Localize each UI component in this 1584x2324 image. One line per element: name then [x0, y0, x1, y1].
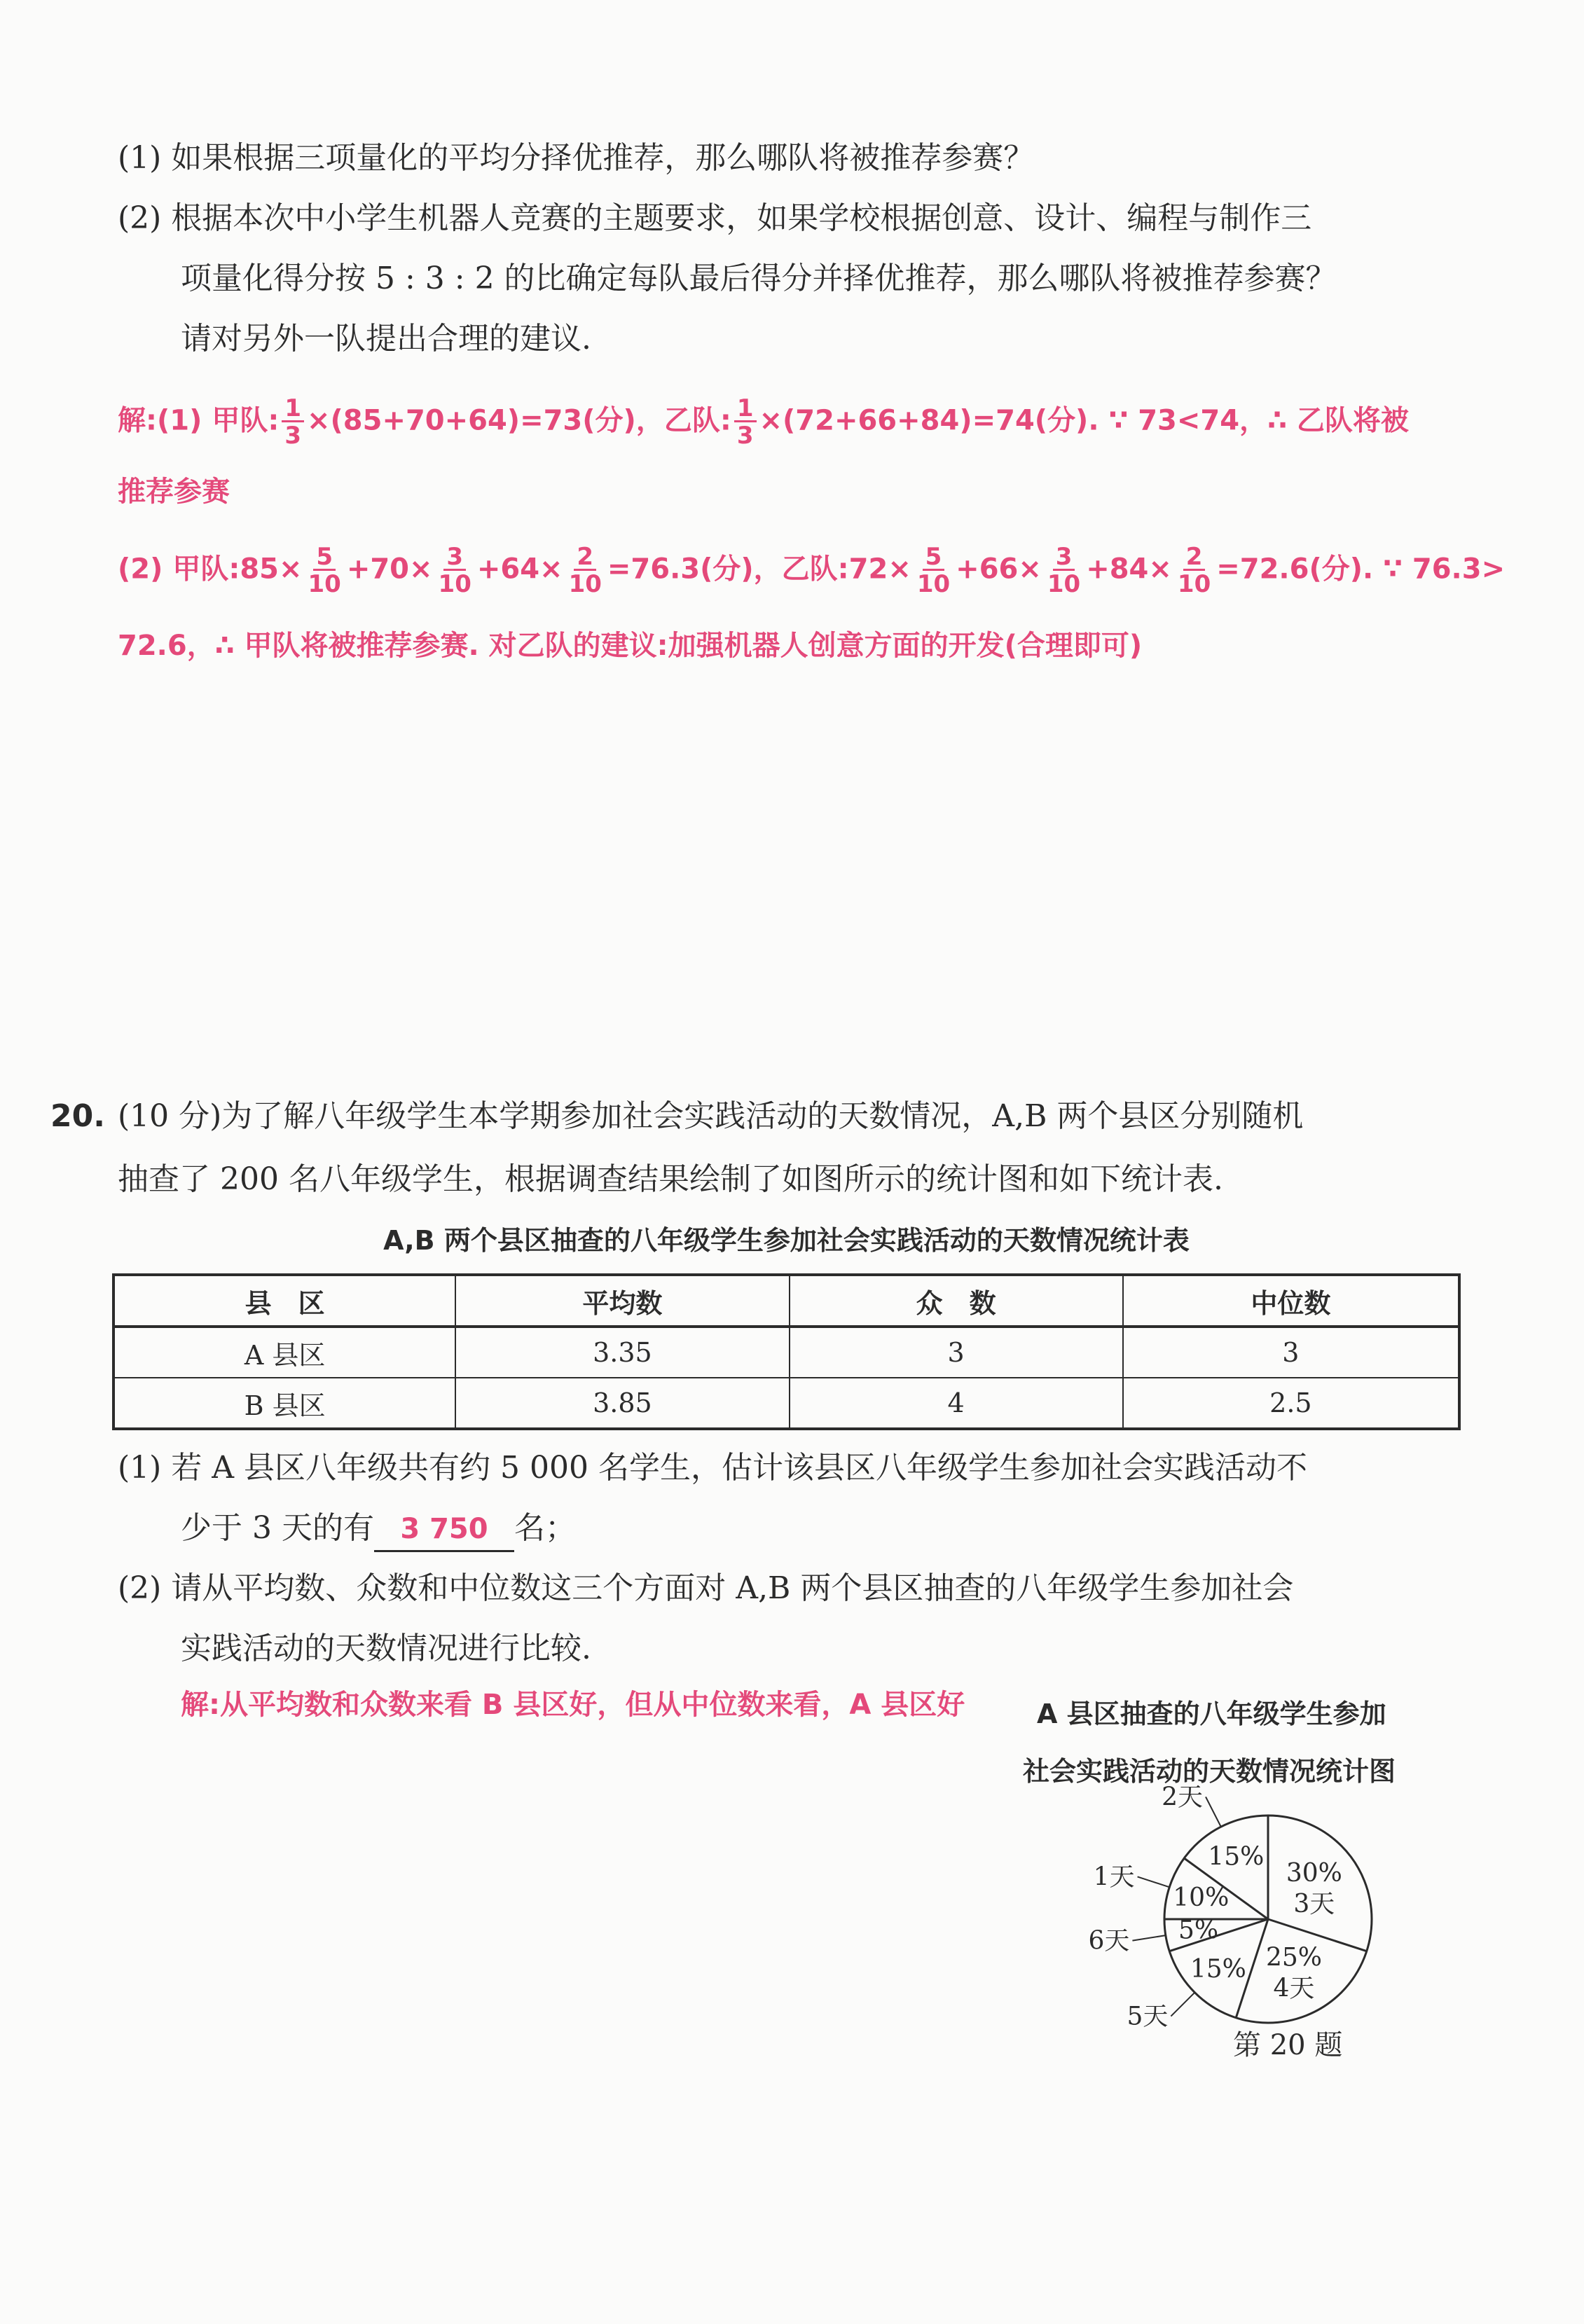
fraction-two-tenths: $\frac{2}{10}$ [568, 543, 602, 598]
q20-intro-line2: 抽查了 200 名八年级学生，根据调查结果绘制了如图所示的统计图和如下统计表. [118, 1161, 1223, 1197]
q20-part1-line2: 少于 3 天的有 3 750 名； [181, 1507, 576, 1552]
fraction-five-tenths: $\frac{5}{10}$ [916, 543, 951, 598]
q20-part2-line1: (2) 请从平均数、众数和中位数这三个方面对 A,B 两个县区抽查的八年级学生参加社会 [118, 1570, 1294, 1606]
figure-label: 第 20 题 [1233, 2029, 1343, 2061]
chart-caption-line1: A 县区抽查的八年级学生参加 [1037, 1699, 1386, 1729]
q19-solution-2-cont: 72.6，∴ 甲队将被推荐参赛. 对乙队的建议:加强机器人创意方面的开发(合理即可) [118, 630, 1143, 662]
table-cell: B 县区 [113, 1378, 455, 1429]
pie-percent-label: 30% [1286, 1859, 1342, 1888]
fraction-two-tenths: $\frac{2}{10}$ [1177, 543, 1211, 598]
q19-solution-1-cont: 推荐参赛 [118, 476, 230, 508]
q20-number: 20. [50, 1098, 105, 1134]
fraction-three-tenths: $\frac{3}{10}$ [1047, 543, 1081, 598]
pie-category-label: 1天 [1093, 1862, 1135, 1892]
pie-leader-line [1138, 1876, 1170, 1887]
q19-part2-line1: (2) 根据本次中小学生机器人竞赛的主题要求，如果学校根据创意、设计、编程与制作三 [118, 200, 1312, 236]
fraction-three-tenths: $\frac{3}{10}$ [438, 543, 471, 598]
q19-solution-2: (2) 甲队:85× $\frac{5}{10}$ +70× $\frac{3}{10}$ +64× $\frac{2}{10}$ =76.3(分)，乙队:72× $\frac{5}{10}$ +66× $\frac{3}{10}$ +84× $\frac{2}{10}$ =72.6(分). ∵ 76.3> [118, 543, 1506, 598]
pie-percent-label: 5% [1178, 1916, 1219, 1945]
pie-category-label: 2天 [1162, 1783, 1204, 1812]
pie-leader-line [1171, 1993, 1194, 2017]
pie-percent-label: 15% [1190, 1955, 1246, 1984]
table-cell: 3.35 [455, 1327, 789, 1378]
table-cell: 4 [790, 1378, 1123, 1429]
pie-leader-line [1206, 1797, 1221, 1827]
table-cell: 2.5 [1123, 1378, 1459, 1429]
q19-part2-line3: 请对另外一队提出合理的建议. [181, 321, 591, 357]
table-cell: 3 [1123, 1327, 1459, 1378]
table-title: A,B 两个县区抽查的八年级学生参加社会实践活动的天数情况统计表 [383, 1225, 1190, 1256]
table-row [113, 1378, 1459, 1429]
pie-category-label: 3天 [1293, 1890, 1335, 1919]
q19-solution-1 [118, 396, 1409, 448]
table-cell: 3.85 [455, 1378, 789, 1429]
table-header: 平均数 [455, 1275, 789, 1327]
answer-blank [374, 1507, 514, 1552]
q20-part1-line1: (1) 若 A 县区八年级共有约 5 000 名学生，估计该县区八年级学生参加社会实践活动不 [118, 1450, 1307, 1486]
q20-part2-line2: 实践活动的天数情况进行比较. [181, 1631, 591, 1666]
q20-intro-line1: (10 分)为了解八年级学生本学期参加社会实践活动的天数情况，A,B 两个县区分别随机 [118, 1098, 1304, 1134]
pie-leader-line [1132, 1935, 1165, 1941]
pie-category-label: 5天 [1127, 2002, 1169, 2031]
q19-part2-line2: 项量化得分按 5 : 3 : 2 的比确定每队最后得分并择优推荐，那么哪队将被推荐参赛？ [181, 261, 1337, 296]
q19-sol1-text-c: ×(72+66+84)=74(分). ∵ 73<74，∴ 乙队将被 [759, 404, 1409, 437]
table-header: 中位数 [1123, 1275, 1459, 1327]
chart-caption-line2: 社会实践活动的天数情况统计图 [1023, 1756, 1396, 1787]
table-header-row [113, 1275, 1459, 1327]
q19-sol1-text-a: 解:(1) 甲队: [118, 404, 280, 437]
table-header: 县 区 [113, 1275, 455, 1327]
q19-sol1-text-b: ×(85+70+64)=73(分)，乙队: [306, 404, 731, 437]
pie-percent-label: 15% [1208, 1842, 1265, 1872]
fraction-one-third: $\frac{1}{3}$ [734, 396, 757, 448]
fraction-five-tenths: $\frac{5}{10}$ [308, 543, 341, 598]
table-row [113, 1327, 1459, 1378]
table-header: 众 数 [790, 1275, 1123, 1327]
answer-value: 3 750 [400, 1513, 488, 1545]
fraction-one-third: $\frac{1}{3}$ [282, 396, 304, 448]
pie-category-label: 4天 [1273, 1974, 1315, 2003]
q20-solution: 解:从平均数和众数来看 B 县区好，但从中位数来看，A 县区好 [181, 1689, 965, 1721]
pie-category-label: 6天 [1088, 1926, 1130, 1956]
table-cell: A 县区 [113, 1327, 455, 1378]
pie-chart [1088, 1783, 1415, 2038]
pie-percent-label: 25% [1265, 1943, 1322, 1972]
stats-table [112, 1273, 1461, 1430]
q19-part1: (1) 如果根据三项量化的平均分择优推荐，那么哪队将被推荐参赛？ [118, 140, 1035, 176]
table-cell: 3 [790, 1327, 1123, 1378]
pie-percent-label: 10% [1173, 1883, 1230, 1912]
